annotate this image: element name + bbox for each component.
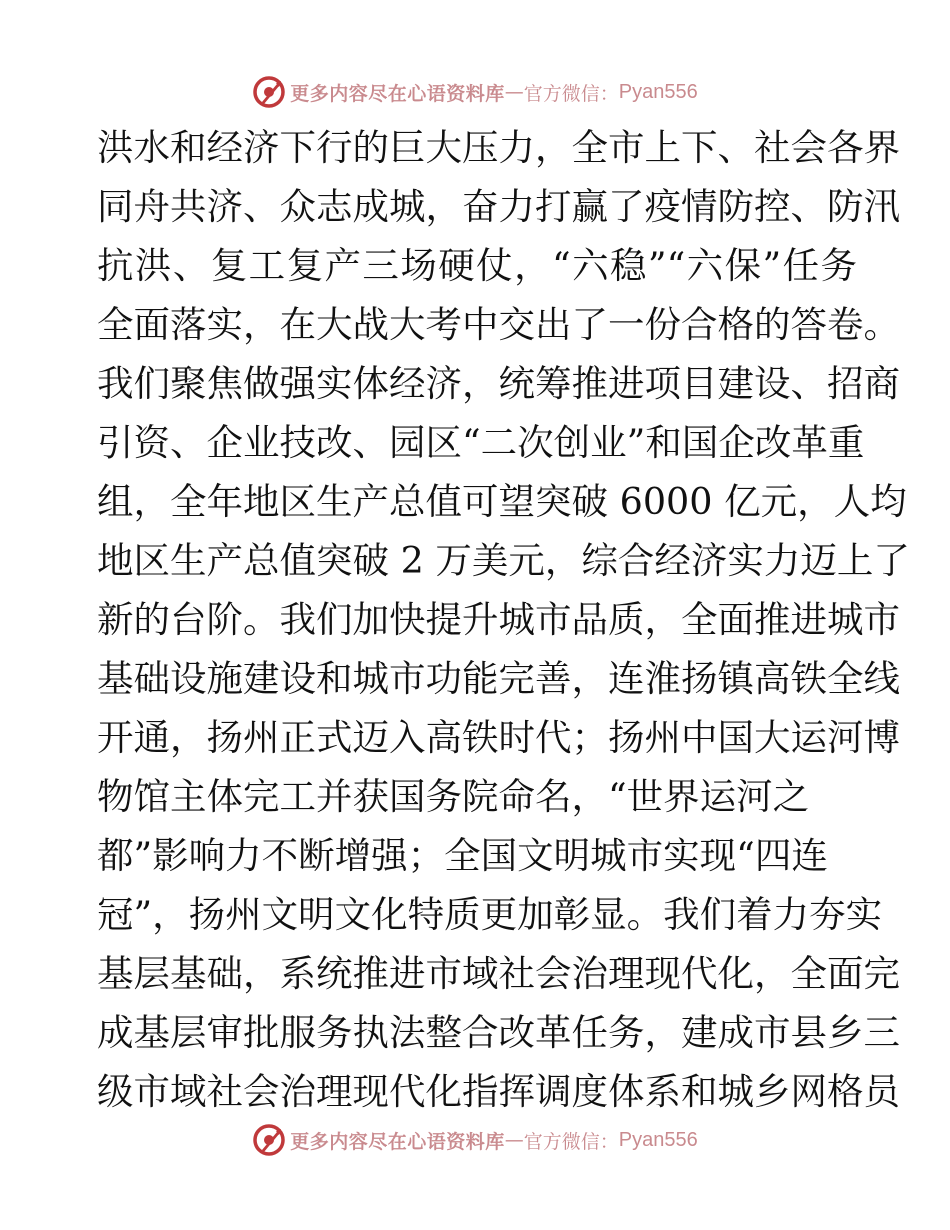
text-line: 开通，扬州正式迈入高铁时代；扬州中国大运河博 [97,716,900,759]
brand-logo-icon [252,1123,286,1157]
text-line: 洪水和经济下行的巨大压力，全市上下、社会各界 [97,126,900,169]
text-line: 基础设施建设和城市功能完善，连淮扬镇高铁全线 [97,657,900,700]
banner-contact-label: 官方微信： [523,1130,619,1153]
document-body [97,118,910,1121]
text-line: 级市域社会治理现代化指挥调度体系和城乡网格员 [97,1070,900,1113]
banner-separator: — [504,1129,524,1151]
text-line: 新的台阶。我们加快提升城市品质，全面推进城市 [97,598,900,641]
banner-contact-id: Pyan556 [618,1128,698,1151]
text-line: 成基层审批服务执法整合改革任务，建成市县乡三 [97,1011,900,1054]
text-line: 物馆主体完工并获国务院命名，“世界运河之 [97,775,810,818]
banner-brand-text: 更多内容尽在心语资料库 [290,1130,505,1153]
text-line: 地区生产总值突破 2 万美元，综合经济实力迈上了 [97,539,910,582]
banner-contact-id: Pyan556 [618,80,698,103]
text-line: 抗洪、复工复产三场硬仗，“六稳”“六保”任务 [97,244,857,287]
text-line: 引资、企业技改、园区“二次创业”和国企改革重 [97,421,865,464]
text-line: 全面落实，在大战大考中交出了一份合格的答卷。 [97,303,900,346]
text-line: 同舟共济、众志成城，奋力打赢了疫情防控、防汛 [97,185,900,228]
text-line: 组，全年地区生产总值可望突破 6000 亿元，人均 [97,480,907,523]
text-line: 我们聚焦做强实体经济，统筹推进项目建设、招商 [97,362,900,405]
text-line: 都”影响力不断增强；全国文明城市实现“四连 [97,834,828,877]
footer-banner [0,1120,950,1160]
text-line: 基层基础，系统推进市域社会治理现代化，全面完 [97,952,900,995]
header-banner [0,72,950,112]
text-line: 冠”，扬州文明文化特质更加彰显。我们着力夯实 [97,893,883,936]
brand-logo-icon [252,75,286,109]
banner-brand-text: 更多内容尽在心语资料库 [290,82,505,105]
banner-contact-label: 官方微信： [523,82,619,105]
banner-separator: — [504,81,524,103]
